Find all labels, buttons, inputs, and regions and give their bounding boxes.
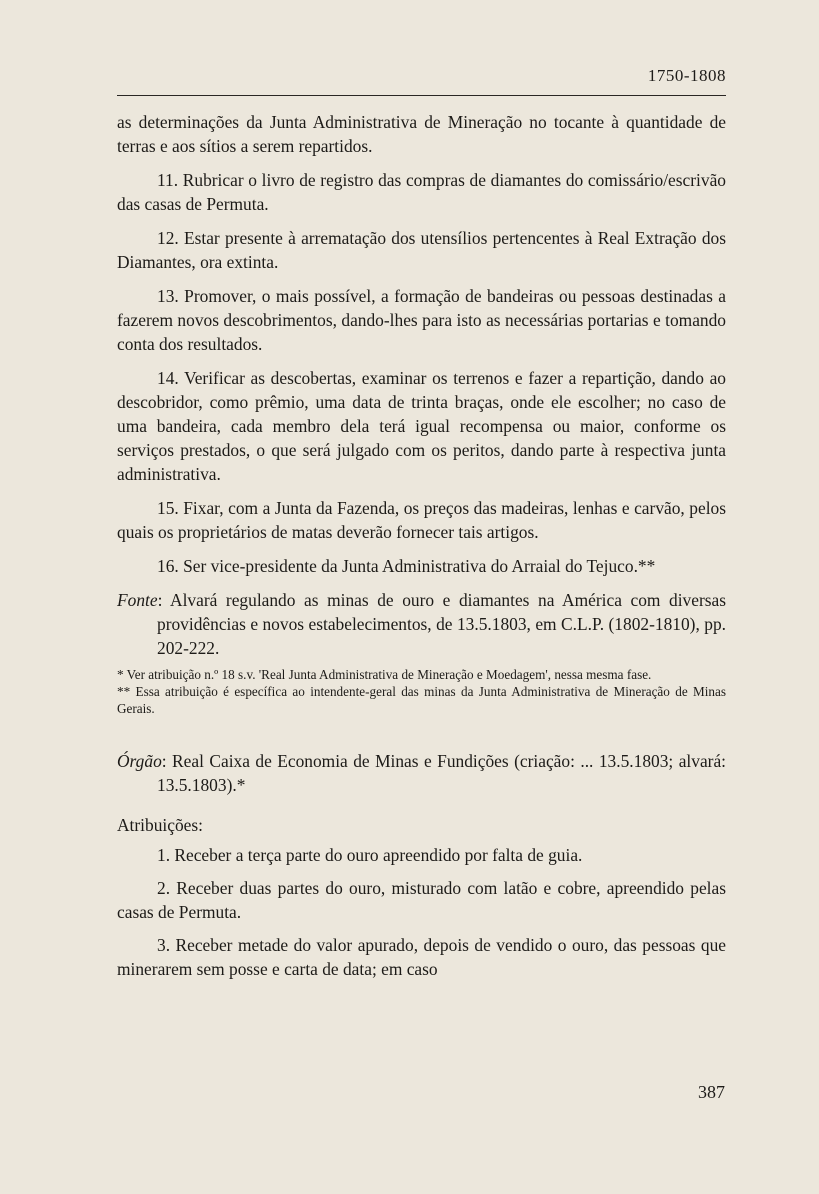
orgao-text: : Real Caixa de Economia de Minas e Fundições (criação: ... 13.5.1803; alvará: 13.5.1803).* — [157, 751, 726, 795]
atribuicoes-heading: Atribuições: — [117, 815, 203, 835]
attribution-item-14: 14. Verificar as descobertas, examinar os terrenos e fazer a repartição, dando ao descobridor, como prêmio, uma data de trinta braças, onde ele escolher; no caso de uma bandeira, cada membro dela terá igual recompensa ou maior, conforme os serviços prestados, o que será julgado com os peritos, dando parte à respectiva junta administrativa. — [117, 368, 726, 484]
atribuicao-item-1: 1. Receber a terça parte do ouro apreendido por falta de guia. — [157, 845, 583, 865]
source-text: : Alvará regulando as minas de ouro e diamantes na América com diversas providências e novos estabelecimentos, de 13.5.1803, em C.L.P. (1802-1810), pp. 202-222. — [157, 590, 726, 658]
attribution-item-12: 12. Estar presente à arrematação dos utensílios pertencentes à Real Extração dos Diamantes, ora extinta. — [117, 228, 726, 272]
footnote-1: * Ver atribuição n.º 18 s.v. 'Real Junta Administrativa de Mineração e Moedagem', nessa mesma fase. — [117, 667, 652, 682]
attribution-item-16: 16. Ser vice-presidente da Junta Administrativa do Arraial do Tejuco.** — [157, 556, 656, 576]
section-gap — [117, 717, 726, 749]
orgao-label: Órgão — [117, 751, 162, 771]
footnotes — [117, 666, 726, 717]
attribution-item-13: 13. Promover, o mais possível, a formação de bandeiras ou pessoas destinadas a fazerem novos descobrimentos, dando-lhes para isto as necessárias portarias e tomando conta dos resultados. — [117, 286, 726, 354]
source-label: Fonte — [117, 590, 158, 610]
page-body — [117, 110, 726, 981]
atribuicao-item-2: 2. Receber duas partes do ouro, misturado com latão e cobre, apreendido pelas casas de Permuta. — [117, 878, 726, 922]
attribution-item-11: 11. Rubricar o livro de registro das compras de diamantes do comissário/escrivão das casas de Permuta. — [117, 170, 726, 214]
header-rule — [117, 95, 726, 96]
footnote-2: ** Essa atribuição é específica ao intendente-geral das minas da Junta Administrativa de Mineração de Minas Gerais. — [117, 684, 726, 716]
continuation-paragraph: as determinações da Junta Administrativa de Mineração no tocante à quantidade de terras e aos sítios a serem repartidos. — [117, 112, 726, 156]
source-citation — [117, 588, 726, 660]
atribuicao-item-3: 3. Receber metade do valor apurado, depois de vendido o ouro, das pessoas que minerarem sem posse e carta de data; em caso — [117, 935, 726, 979]
page-number: 387 — [698, 1082, 725, 1102]
running-header-range: 1750-1808 — [647, 66, 726, 85]
attribution-item-15: 15. Fixar, com a Junta da Fazenda, os preços das madeiras, lenhas e carvão, pelos quais os proprietários de matas deverão fornecer tais artigos. — [117, 498, 726, 542]
orgao-entry — [117, 749, 726, 797]
